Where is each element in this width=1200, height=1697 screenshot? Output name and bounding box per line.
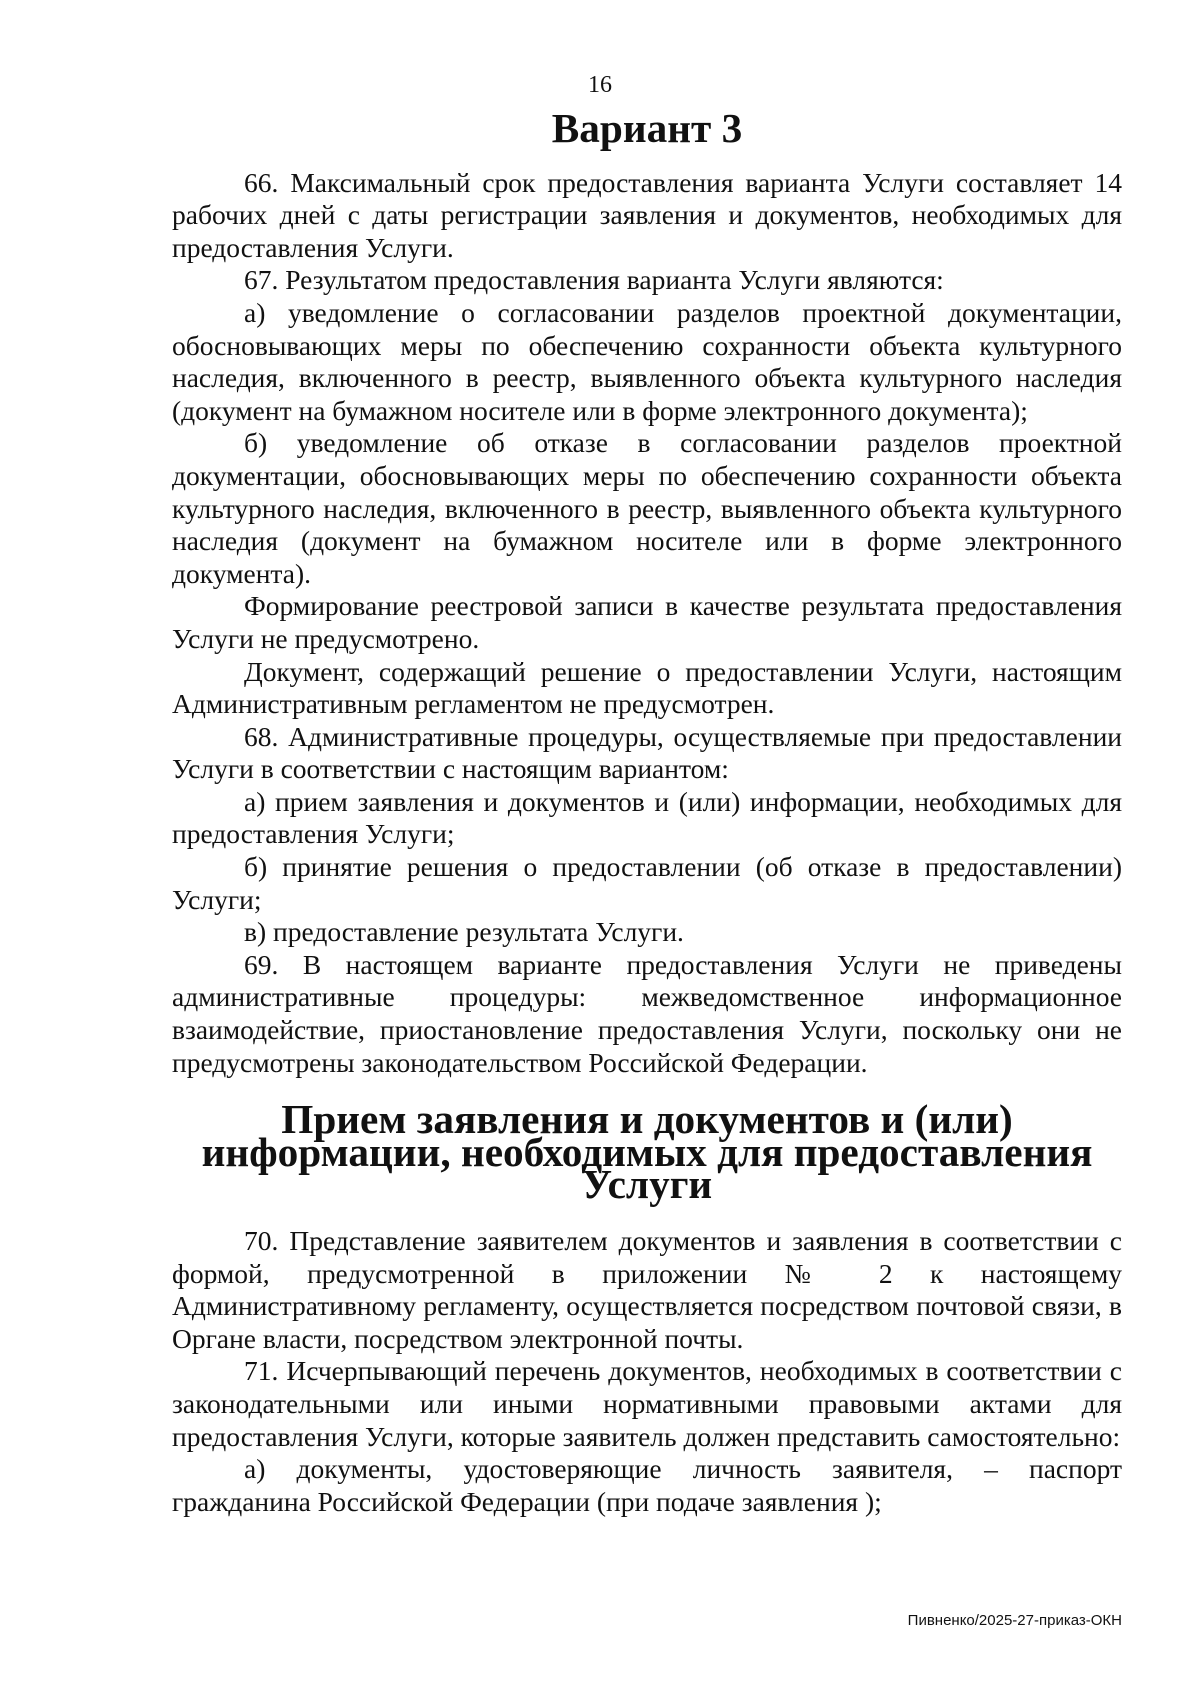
paragraph: 69. В настоящем варианте предоставления Услуги не приведены административные процедуры: межведомственное информационное взаимодействие, приостановление предоставления Услуги, поскольку они не предусмотрены законодательством Российской Федерации. — [172, 948, 1122, 1078]
variant-heading: Вариант 3 — [551, 105, 743, 151]
paragraph: а) уведомление о согласовании разделов проектной документации, обосновывающих меры по обеспечению сохранности объекта культурного наследия, включенного в реестр, выявленного объекта культурного наследия (документ на бумажном носителе или в форме электронного документа); — [172, 296, 1122, 426]
paragraph: 71. Исчерпывающий перечень документов, необходимых в соответствии с законодательными или иными нормативными правовыми актами для предоставления Услуги, которые заявитель должен представить самостоятельно: — [172, 1355, 1122, 1452]
paragraph: Документ, содержащий решение о предоставлении Услуги, настоящим Административным регламентом не предусмотрен. — [172, 655, 1122, 720]
paragraphs-block-2 — [172, 1225, 1122, 1518]
paragraph: в) предоставление результата Услуги. — [244, 916, 684, 948]
paragraph: Формирование реестровой записи в качестве результата предоставления Услуги не предусмотрено. — [172, 590, 1122, 654]
paragraph: 66. Максимальный срок предоставления варианта Услуги составляет 14 рабочих дней с даты регистрации заявления и документов, необходимых для предоставления Услуги. — [172, 166, 1122, 263]
document-body — [172, 105, 1122, 1518]
paragraphs-block-1 — [172, 167, 1122, 1080]
page-number: 16 — [588, 72, 612, 98]
paragraph: 70. Представление заявителем документов и заявления в соответствии с формой, предусмотренной в приложении № 2 к настоящему Административному регламенту, осуществляется посредством почтовой связи, в Органе власти, посредством электронной почты. — [172, 1225, 1122, 1354]
footer-document-ref: Пивненко/2025-27-приказ-ОКН — [907, 1612, 1122, 1629]
paragraph: а) прием заявления и документов и (или) информации, необходимых для предоставления Услуги; — [172, 785, 1122, 850]
section-heading: Прием заявления и документов и (или) информации, необходимых для предоставления Услуги — [201, 1096, 1093, 1208]
paragraph: б) уведомление об отказе в согласовании разделов проектной документации, обосновывающих меры по обеспечению сохранности объекта культурного наследия, включенного в реестр, выявленного объекта культурного наследия (документ на бумажном носителе или в форме электронного документа). — [172, 427, 1122, 589]
paragraph: б) принятие решения о предоставлении (об отказе в предоставлении) Услуги; — [172, 851, 1122, 915]
paragraph: 68. Административные процедуры, осуществляемые при предоставлении Услуги в соответствии с настоящим вариантом: — [172, 720, 1122, 785]
paragraph: 67. Результатом предоставления варианта Услуги являются: — [244, 264, 944, 296]
paragraph: а) документы, удостоверяющие личность заявителя, – паспорт гражданина Российской Федерации (при подаче заявления ); — [172, 1453, 1122, 1517]
